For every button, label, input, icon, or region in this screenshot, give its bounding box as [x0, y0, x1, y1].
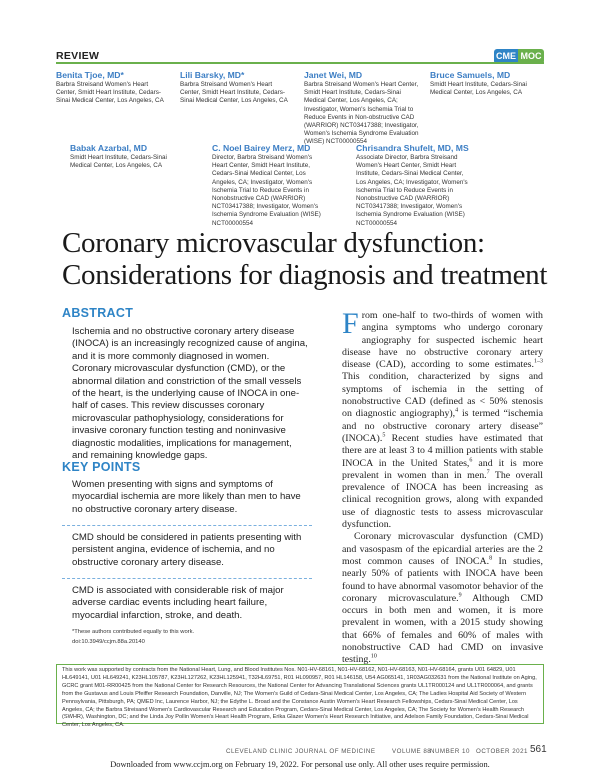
equal-contribution-note: *These authors contributed equally to this work.	[72, 629, 195, 635]
moc-badge: MOC	[518, 49, 544, 64]
doi: doi:10.3949/ccjm.88a.20140	[72, 639, 145, 645]
key-points-heading: KEY POINTS	[62, 460, 141, 474]
journal-date: OCTOBER 2021	[476, 748, 528, 755]
author-name: Benita Tjoe, MD*	[56, 70, 124, 80]
body-paragraph: From one-half to two-thirds of women with angina symptoms who undergo coronary angiography for suspected ischemic heart disease have no obstructive coronary artery disease (CAD), according to some estimates.$^{1-3}$ This condition, characterized by signs and symptoms of ischemia in the setting of nonobstructive CAD (defined as < 50% stenosis on diagnostic angiography),$^4$ is termed “ischemia and no obstructive coronary artery disease” (INOCA).$^5$ Recent studies have estimated that there are at least 3 to 4 million patients with stable INOCA in the United States,$^6$ and it is more prevalent in women than in men.$^7$ The overall prevalence of INOCA has been increasing as clinical recognition grows, along with expanded use of diagnostic tests to assess microvascular dysfunction.	[342, 307, 543, 531]
key-point-item: CMD is associated with considerable risk of major adverse cardiac events including heart failure, myocardial infarction, stroke, and death.	[72, 585, 284, 621]
author-block	[356, 143, 470, 228]
author-name: Lili Barsky, MD*	[180, 70, 245, 80]
page-number: 561	[530, 744, 547, 755]
author-block	[212, 143, 328, 228]
drop-cap: F	[342, 307, 359, 340]
cme-badge: CME	[494, 49, 518, 64]
author-affiliation: Smidt Heart Institute, Cedars-Sinai Medical Center, Los Angeles, CA	[70, 154, 167, 170]
author-block	[430, 70, 544, 97]
section-label: REVIEW	[56, 50, 100, 62]
author-affiliation: Director, Barbra Streisand Women's Heart Center, Smidt Heart Institute, Cedars-Sinai Medical Center, Los Angeles, CA; Investigator, Women's Ischemia Trial to Reduce Events in Nonobstructive CAD (WARRIOR) NCT03417388; Investigator, Women's Ischemia Syndrome Evaluation (WISE) NCT00000554	[212, 154, 321, 227]
author-name: Bruce Samuels, MD	[430, 70, 511, 80]
author-block	[180, 70, 292, 106]
funding-statement: This work was supported by contracts from the National Heart, Lung, and Blood Institutes Nos. N01-HV-68161, N01-HV-68162, N01-HV-68163, N01-HV-68164, grants U01 64829, U01 HL649141, U01 HL649241, K23HL105787, K23HL127262, K23HL125941, T32HL69751, R01 HL090957, R01 HL146158, U54 AG065141, 1R03AG032631 from the National Institute on Aging, GCRC grant M01-RR00425 from the National Center for Research Resources, the National Center for Advancing Translational Sciences grants UL1TR000124 and UL1TR000064, and grants from the Gustavus and Louis Pfeiffer Research Foundation, Danville, NJ; The Women's Guild of Cedars-Sinai Medical Center, Los Angeles, CA; The Ladies Hospital Aid Society of Western Pennsylvania, Pittsburgh, PA; QMED Inc, Laurence Harbor, NJ; the Edythe L. Broad and the Constance Austin Women's Heart Research Fellowships, Cedars-Sinai Medical Center, Los Angeles, CA; the Barbra Streisand Women's Cardiovascular Research and Education Program, Cedars-Sinai Medical Center, Los Angeles, CA; The Society for Women's Health Research (SWHR), Washington, DC; and the Linda Joy Pollin Women's Heart Health Program, Erika Glazer Women's Heart Research Initiative, and Adelson Family Foundation, Cedars-Sinai Medical Center, Los Angeles, CA.	[56, 664, 544, 724]
author-affiliation: Associate Director, Barbra Streisand Women's Heart Center, Smidt Heart Institute, Cedars-Sinai Medical Center, Los Angeles, CA; Investigator, Women's Ischemia Trial to Reduce Events in Nonobstructive CAD (WARRIOR) NCT03417388; Investigator, Women's Ischemia Syndrome Evaluation (WISE) NCT00000554	[356, 154, 468, 227]
article-title: Coronary microvascular dysfunction: Considerations for diagnosis and treatment	[62, 227, 548, 291]
journal-name: CLEVELAND CLINIC JOURNAL OF MEDICINE	[226, 748, 376, 755]
author-block	[304, 70, 420, 147]
abstract-body: Ischemia and no obstructive coronary artery disease (INOCA) is an increasingly recognized cause of angina, and it is more commonly diagnosed in women. Coronary microvascular dysfunction (CMD), or the abnormal dilation and constriction of the small vessels of the heart, is the underlying cause of INOCA in one-half of cases. This review discusses coronary microvascular pathophysiology, considerations for invasive coronary function testing and noninvasive diagnostic modalities, implications for management, and remaining knowledge gaps.	[72, 326, 308, 462]
author-affiliation: Barbra Streisand Women's Heart Center, Smidt Heart Institute, Cedars-Sinai Medical Center, Los Angeles, CA	[56, 81, 164, 105]
author-name: Chrisandra Shufelt, MD, MS	[356, 143, 469, 153]
journal-number: NUMBER 10	[430, 748, 470, 755]
divider	[62, 525, 312, 526]
author-block	[70, 143, 182, 170]
journal-volume: VOLUME 88	[392, 748, 432, 755]
author-block	[56, 70, 168, 106]
author-name: C. Noel Bairey Merz, MD	[212, 143, 311, 153]
divider	[62, 578, 312, 579]
author-affiliation: Barbra Streisand Women's Heart Center, Smidt Heart Institute, Cedars-Sinai Medical Center, Los Angeles, CA	[180, 81, 288, 105]
body-text	[342, 307, 543, 667]
header-rule	[56, 62, 544, 64]
key-point-item: CMD should be considered in patients presenting with persistent angina, evidence of ischemia, and no obstructive coronary artery disease.	[72, 532, 302, 568]
abstract-heading: ABSTRACT	[62, 306, 134, 320]
body-paragraph: Coronary microvascular dysfunction (CMD) and vasospasm of the epicardial arteries are the 2 most common causes of INOCA.$^8$ In studies, nearly 50% of patients with INOCA have been found to have abnormal vasomotor behavior of the coronary microvasculature.$^9$ Although CMD occurs in both men and women, it is more prevalent in women, with a 2015 study showing that 66% of females and 60% of males with nonobstructive CAD had CMD on invasive testing.$^{10}$	[342, 531, 543, 666]
author-affiliation: Barbra Streisand Women's Heart Center, Smidt Heart Institute, Cedars-Sinai Medical Center, Los Angeles, CA; Investigator, Women's Ischemia Trial to Reduce Events in Non-obstructive CAD (WARRIOR) NCT03417388; Investigator, Women's Ischemia Syndrome Evaluation (WISE) NCT00000554	[304, 81, 419, 146]
author-name: Janet Wei, MD	[304, 70, 363, 80]
download-notice: Downloaded from www.ccjm.org on February 19, 2022. For personal use only. All other uses require permission.	[110, 760, 490, 769]
key-point-item: Women presenting with signs and symptoms of myocardial ischemia are more likely than men to have no obstructive coronary artery disease.	[72, 479, 301, 515]
author-affiliation: Smidt Heart Institute, Cedars-Sinai Medical Center, Los Angeles, CA	[430, 81, 527, 97]
author-name: Babak Azarbal, MD	[70, 143, 148, 153]
